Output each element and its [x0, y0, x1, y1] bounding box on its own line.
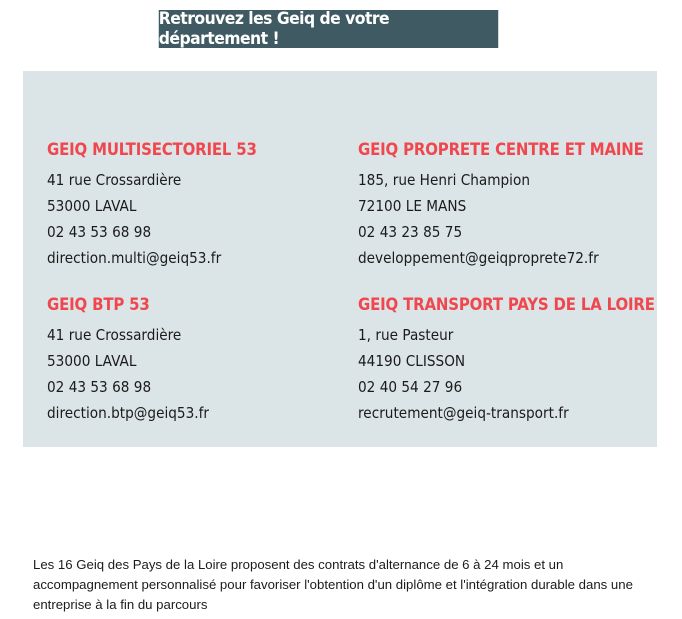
contact-street: 185, rue Henri Champion: [358, 171, 530, 189]
contact-card-name: GEIQ BTP 53: [47, 295, 150, 315]
contact-card-name: GEIQ PROPRETE CENTRE ET MAINE: [358, 140, 644, 160]
contact-card-name: GEIQ TRANSPORT PAYS DE LA LOIRE: [358, 295, 655, 315]
contact-email[interactable]: direction.multi@geiq53.fr: [47, 249, 222, 267]
contact-email[interactable]: developpement@geiqproprete72.fr: [358, 249, 599, 267]
contact-card-geiq-transport-pays-de-la-loire: [358, 295, 655, 426]
contact-card-geiq-proprete-centre-maine: [358, 140, 644, 271]
contact-card-name: GEIQ MULTISECTORIEL 53: [47, 140, 257, 160]
contact-street: 1, rue Pasteur: [358, 326, 454, 344]
contact-city: 72100 LE MANS: [358, 197, 467, 215]
contact-phone[interactable]: 02 43 23 85 75: [358, 223, 463, 241]
contact-city: 53000 LAVAL: [47, 197, 137, 215]
contact-street: 41 rue Crossardière: [47, 326, 182, 344]
contact-city: 44190 CLISSON: [358, 352, 466, 370]
contact-email[interactable]: recrutement@geiq-transport.fr: [358, 404, 569, 422]
contact-phone[interactable]: 02 43 53 68 98: [47, 223, 152, 241]
footer-description: Les 16 Geiq des Pays de la Loire proposent des contrats d'alternance de 6 à 24 mois et un accompagnement personnalisé pour favoriser l'obtention d'un diplôme et l'intégration durable dans une entreprise à la fin du parcours: [33, 557, 633, 612]
contact-phone[interactable]: 02 43 53 68 98: [47, 378, 152, 396]
contact-phone[interactable]: 02 40 54 27 96: [358, 378, 463, 396]
contact-city: 53000 LAVAL: [47, 352, 137, 370]
page-banner-title: Retrouvez les Geiq de votre département !: [159, 10, 498, 48]
contact-email[interactable]: direction.btp@geiq53.fr: [47, 404, 210, 422]
geiq-contacts-panel: [23, 71, 657, 447]
contact-card-geiq-multisectoriel-53: [47, 140, 257, 271]
contact-street: 41 rue Crossardière: [47, 171, 182, 189]
contact-card-geiq-btp-53: [47, 295, 209, 426]
